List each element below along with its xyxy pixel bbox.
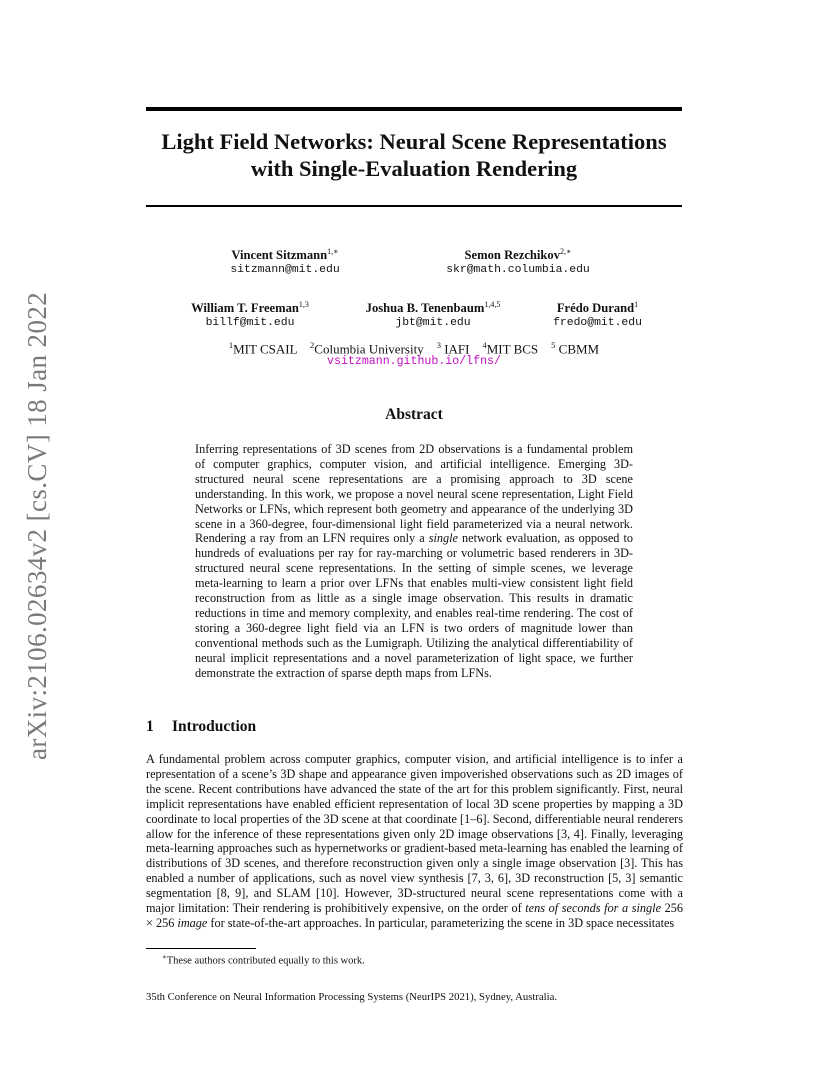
arxiv-identifier: arXiv:2106.02634v2 [cs.CV] 18 Jan 2022	[22, 291, 52, 760]
author-name: Semon Rezchikov	[464, 248, 561, 263]
conference-note: 35th Conference on Neural Information Processing Systems (NeurIPS 2021), Sydney, Australia.	[146, 991, 557, 1003]
title-bottom-rule	[146, 205, 682, 207]
footnote-rule	[146, 948, 256, 949]
title-line-2: with Single-Evaluation Rendering	[250, 156, 578, 181]
affiliation: Columbia University	[314, 341, 424, 357]
author-name: William T. Freeman	[191, 301, 299, 316]
footnote: ∗These authors contributed equally to this work.	[162, 953, 365, 967]
author-email: sitzmann@mit.edu	[230, 264, 340, 277]
author-name: Frédo Durand	[556, 301, 635, 316]
author-block	[350, 297, 516, 331]
author-block	[540, 297, 655, 331]
section-heading	[146, 718, 256, 736]
author-block	[205, 244, 365, 278]
section-number: 1	[146, 718, 154, 735]
affiliation: CBMM	[558, 341, 600, 357]
author-block	[172, 297, 328, 331]
author-affil-sup: 1	[634, 300, 639, 309]
introduction-body: A fundamental problem across computer graphics, computer vision, and artificial intelligence is to infer a representation of a scene’s 3D shape and appearance given impoverished observations such as 2D images of the scene. Recent contributions have advanced the state of the art for this problem significantly. First, neural implicit representations have enabled efficient representation of local 3D scene properties by mapping a 3D coordinate to local properties of the 3D scene at that coordinate [1–6]. Second, differentiable neural renderers allow for the inference of these representations given only 2D image observations [3, 4]. Finally, leveraging meta-learning approaches such as hypernetworks or gradient-based meta-learning has enabled the learning of distributions of 3D scenes, and therefore reconstruction given only a single image observation [3]. This has enabled a number of applications, such as novel view synthesis [7, 3, 6], 3D reconstruction [5, 3] semantic segmentation [8, 9], and SLAM [10]. However, 3D-structured neural scene representations come with a major limitation: Their rendering is prohibitively expensive, on the order of tens of seconds for a single 256 × 256 image for state-of-the-art approaches. In particular, parameterizing the scene in 3D space necessitates	[146, 752, 683, 930]
author-name: Joshua B. Tenenbaum	[365, 301, 485, 316]
paper-title	[120, 128, 708, 182]
project-url-link[interactable]: vsitzmann.github.io/lfns/	[327, 355, 501, 368]
author-block	[428, 244, 608, 278]
affiliation: MIT CSAIL	[233, 341, 298, 357]
author-affil-sup: 1,∗	[327, 247, 339, 256]
affiliations: $^1$MIT CSAIL $^2$Columbia University $^3$ IAFI $^4$MIT BCS $^5$ CBMM	[228, 340, 600, 357]
section-title: Introduction	[172, 718, 257, 735]
author-email: skr@math.columbia.edu	[446, 264, 590, 277]
author-affil-sup: 1,3	[298, 300, 309, 309]
author-affil-sup: 1,4,5	[484, 300, 501, 309]
author-email: jbt@mit.edu	[395, 317, 471, 330]
author-affil-sup: 2,∗	[560, 247, 572, 256]
affiliation: MIT BCS	[486, 341, 539, 357]
abstract-heading: Abstract	[385, 406, 443, 423]
title-line-1: Light Field Networks: Neural Scene Representations	[161, 129, 667, 154]
abstract-body: Inferring representations of 3D scenes from 2D observations is a fundamental problem of computer graphics, computer vision, and artificial intelligence. Emerging 3D-structured neural scene representations are a promising approach to 3D scene understanding. In this work, we propose a novel neural scene representation, Light Field Networks or LFNs, which represent both geometry and appearance of the underlying 3D scene in a 360-degree, four-dimensional light field parameterized via a neural network. Rendering a ray from an LFN requires only a single network evaluation, as opposed to hundreds of evaluations per ray for ray-marching or volumetric based renderers in 3D-structured neural scene representations. In the setting of simple scenes, we leverage meta-learning to learn a prior over LFNs that enables multi-view consistent light field reconstruction from as little as a single image observation. This results in dramatic reductions in time and memory complexity, and enables real-time rendering. The cost of storing a 360-degree light field via an LFN is two orders of magnitude lower than conventional methods such as the Lumigraph. Utilizing the analytical differentiability of neural implicit representations and a novel parameterization of light space, we further demonstrate the extraction of sparse depth maps from LFNs.	[195, 442, 634, 680]
author-email: billf@mit.edu	[205, 317, 295, 330]
affiliation: IAFI	[444, 341, 470, 357]
title-top-rule	[146, 107, 682, 111]
author-email: fredo@mit.edu	[553, 317, 642, 330]
author-name: Vincent Sitzmann	[231, 248, 328, 263]
